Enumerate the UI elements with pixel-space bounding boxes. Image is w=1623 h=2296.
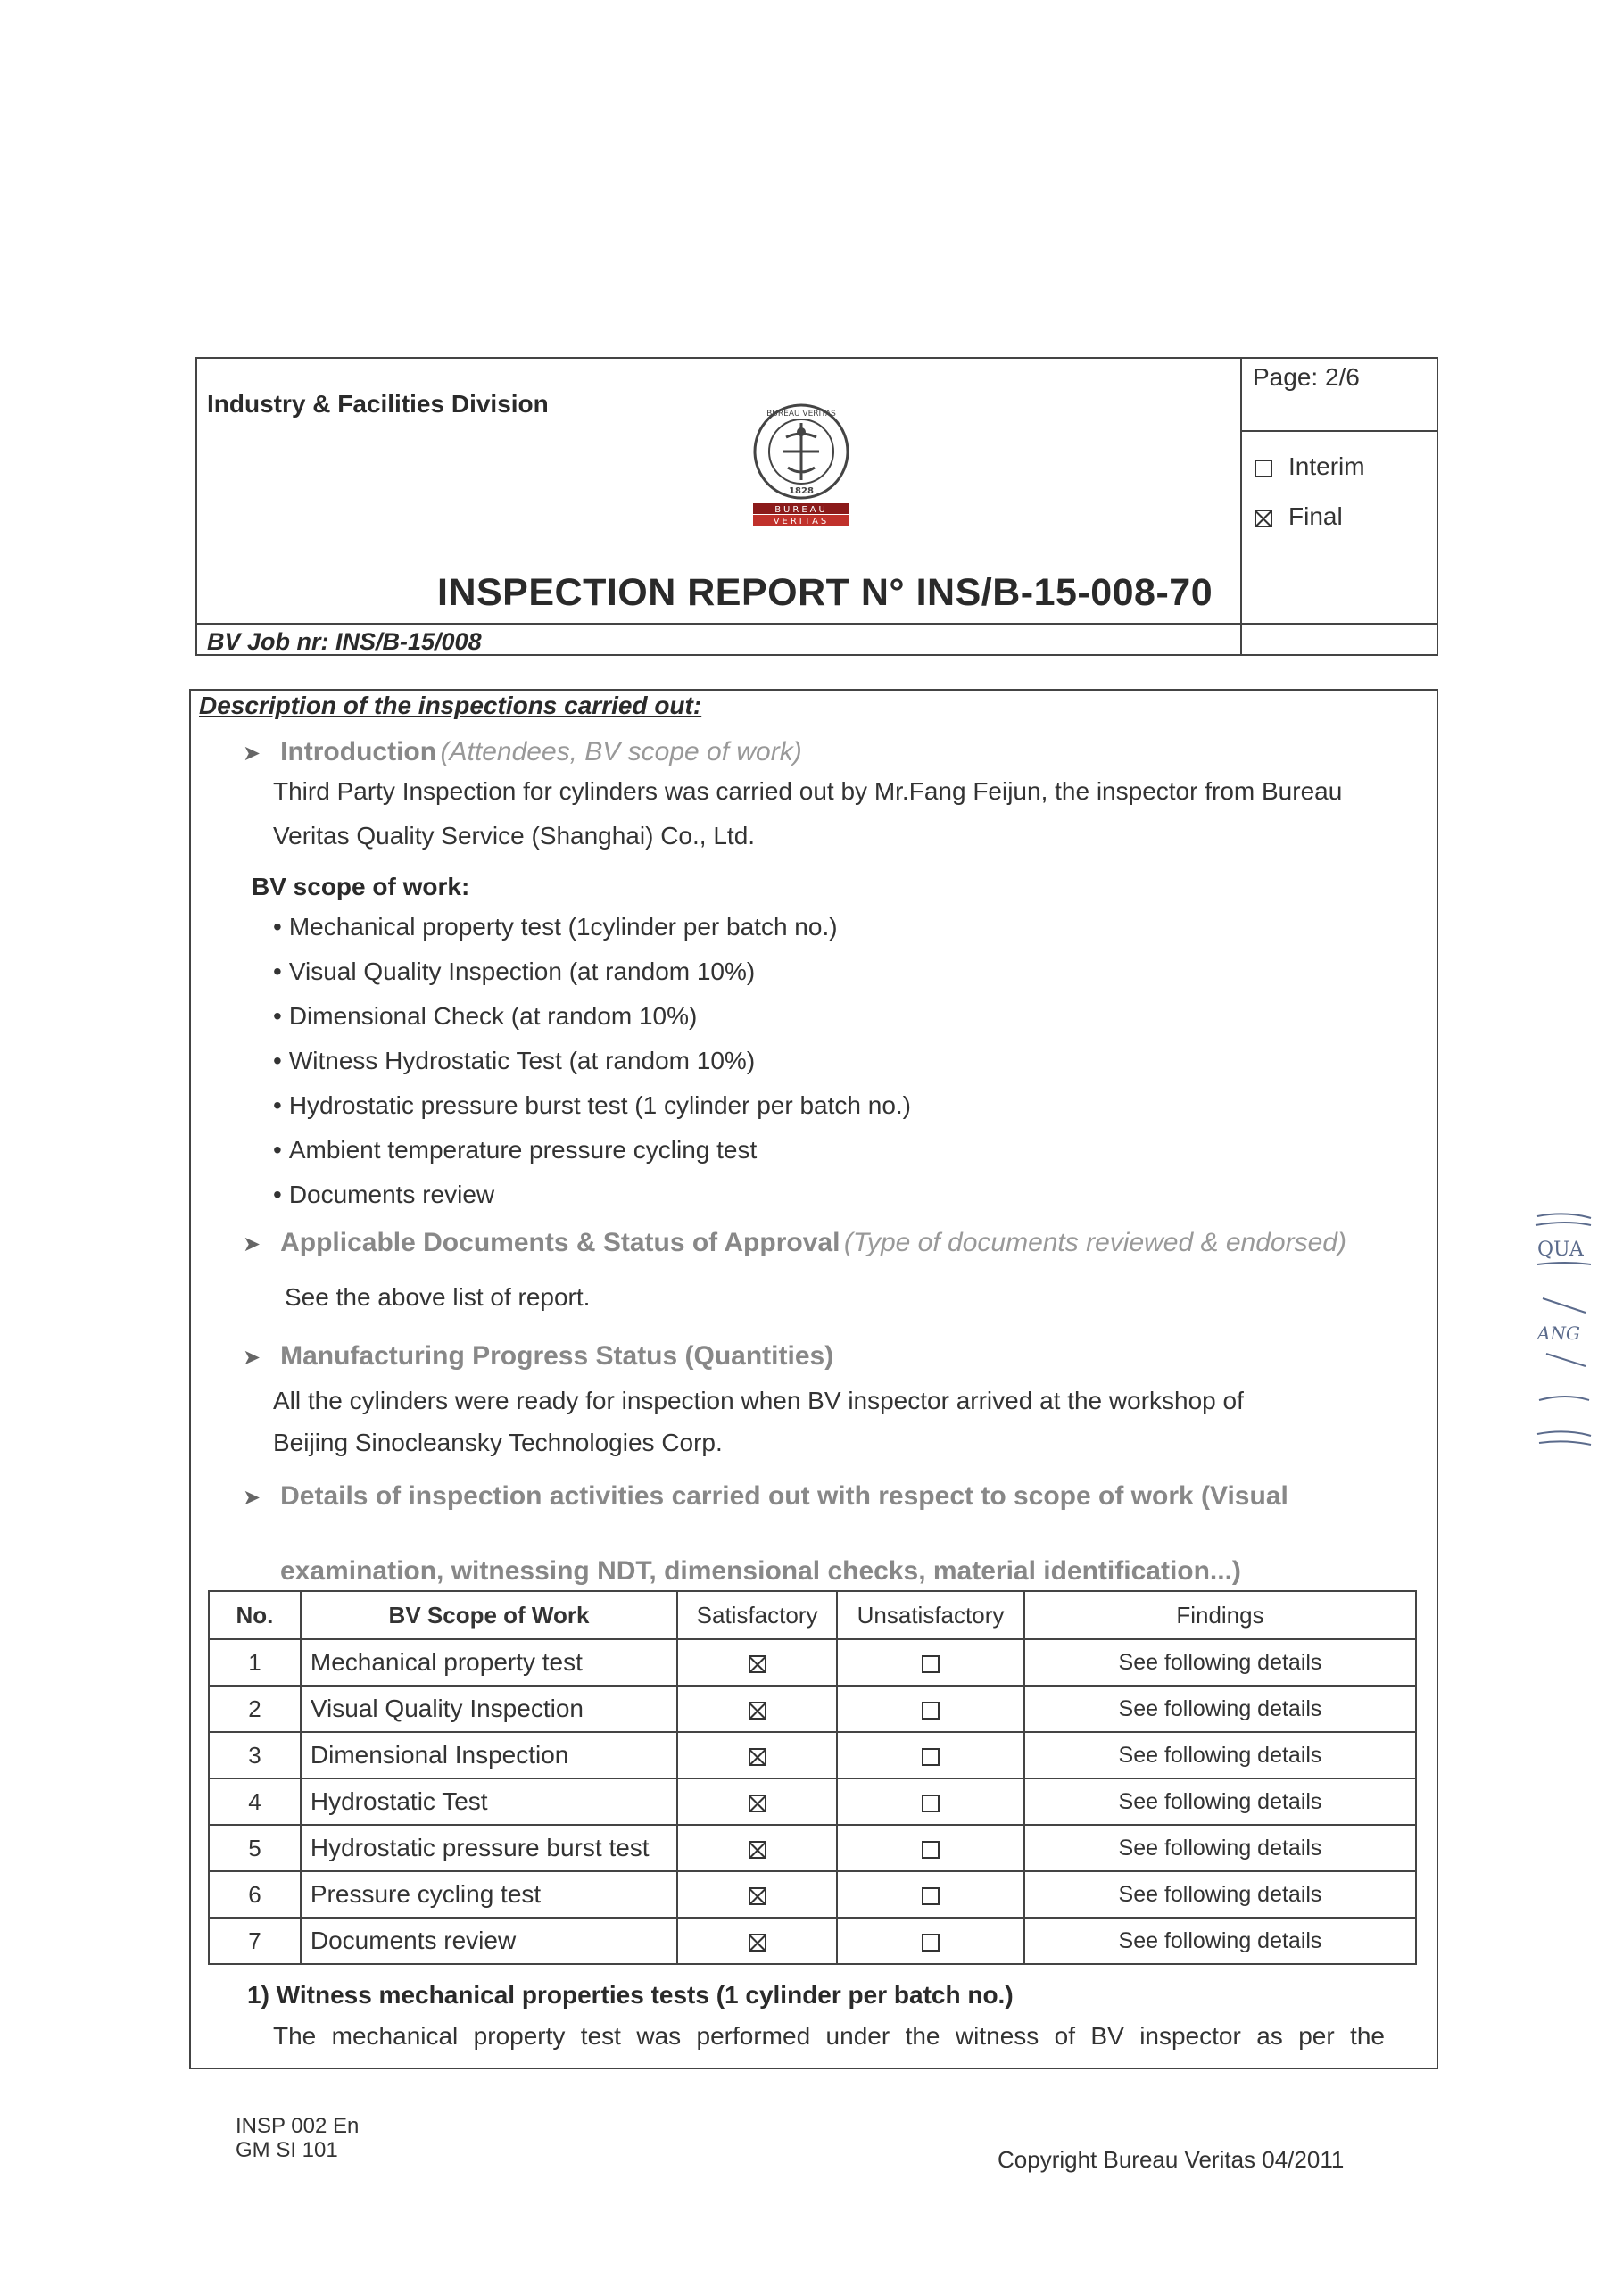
findings: See following details xyxy=(1024,1732,1416,1778)
stamp-text: ANG xyxy=(1537,1322,1580,1344)
scope-of-work: Hydrostatic Test xyxy=(301,1778,677,1825)
table-row xyxy=(209,1686,1416,1732)
logo-text-top: BUREAU xyxy=(774,505,828,515)
findings: See following details xyxy=(1024,1639,1416,1686)
page-number: Page: 2/6 xyxy=(1253,363,1360,391)
list-item: • Dimensional Check (at random 10%) xyxy=(273,994,911,1039)
arrow-bullet-icon: ➤ xyxy=(243,1346,261,1370)
introduction-text xyxy=(273,769,1342,858)
stamp-text: QUA xyxy=(1537,1239,1584,1261)
report-title: INSPECTION REPORT N° INS/B-15-008-70 xyxy=(437,571,1213,614)
findings: See following details xyxy=(1024,1778,1416,1825)
section-head: Introduction xyxy=(280,737,437,767)
table-row xyxy=(209,1639,1416,1686)
divider xyxy=(1240,430,1438,432)
unsatisfactory-empty-icon[interactable] xyxy=(922,1934,940,1952)
witness-text: The mechanical property test was performed under the witness of BV inspector as per the xyxy=(273,2022,1385,2050)
partial-stamp xyxy=(1530,1209,1593,1459)
copyright: Copyright Bureau Veritas 04/2011 xyxy=(998,2146,1345,2173)
section-head: Manufacturing Progress Status (Quantities) xyxy=(280,1341,834,1371)
satisfactory-checked-icon[interactable] xyxy=(749,1934,766,1952)
logo-text-bottom: VERITAS xyxy=(773,517,830,526)
arrow-bullet-icon: ➤ xyxy=(243,1232,261,1256)
table-header-row xyxy=(209,1591,1416,1639)
row-number: 2 xyxy=(209,1686,301,1732)
list-item: • Hydrostatic pressure burst test (1 cylinder per batch no.) xyxy=(273,1083,911,1128)
list-item: • Documents review xyxy=(273,1173,911,1217)
satisfactory-checked-icon[interactable] xyxy=(749,1655,766,1673)
checkbox-empty-icon[interactable] xyxy=(1255,460,1272,477)
findings: See following details xyxy=(1024,1825,1416,1871)
text-line: All the cylinders were ready for inspection when BV inspector arrived at the workshop of xyxy=(273,1387,1244,1414)
arrow-bullet-icon: ➤ xyxy=(243,1486,261,1510)
findings: See following details xyxy=(1024,1871,1416,1918)
list-item: • Ambient temperature pressure cycling test xyxy=(273,1128,911,1173)
option-label: Final xyxy=(1288,502,1343,530)
description-title: Description of the inspections carried out: xyxy=(199,692,702,719)
divider xyxy=(195,623,1243,625)
satisfactory-checked-icon[interactable] xyxy=(749,1748,766,1766)
row-number: 3 xyxy=(209,1732,301,1778)
table-row xyxy=(209,1871,1416,1918)
applicable-heading xyxy=(243,1228,1346,1258)
table-row xyxy=(209,1732,1416,1778)
scope-of-work: Documents review xyxy=(301,1918,677,1964)
table-row xyxy=(209,1825,1416,1871)
row-number: 7 xyxy=(209,1918,301,1964)
scope-title: BV scope of work: xyxy=(252,873,470,900)
text-line: Beijing Sinocleansky Technologies Corp. xyxy=(273,1429,723,1456)
form-code-line: INSP 002 En xyxy=(236,2114,360,2138)
option-final[interactable] xyxy=(1255,502,1343,531)
unsatisfactory-empty-icon[interactable] xyxy=(922,1748,940,1766)
logo-year: 1828 xyxy=(789,486,814,496)
divider xyxy=(1240,623,1438,625)
column-header: Unsatisfactory xyxy=(837,1591,1024,1639)
scope-of-work: Mechanical property test xyxy=(301,1639,677,1686)
unsatisfactory-empty-icon[interactable] xyxy=(922,1795,940,1812)
scope-of-work: Visual Quality Inspection xyxy=(301,1686,677,1732)
logo-ring-text: BUREAU VERITAS xyxy=(766,410,836,419)
scope-of-work: Dimensional Inspection xyxy=(301,1732,677,1778)
satisfactory-checked-icon[interactable] xyxy=(749,1887,766,1905)
section-head: Details of inspection activities carried out with respect to scope of work (Visual xyxy=(280,1481,1288,1511)
arrow-bullet-icon: ➤ xyxy=(243,742,261,766)
text-line: Veritas Quality Service (Shanghai) Co., Ltd. xyxy=(273,822,756,850)
checkbox-checked-icon[interactable] xyxy=(1255,510,1272,527)
unsatisfactory-empty-icon[interactable] xyxy=(922,1887,940,1905)
section-head: Applicable Documents & Status of Approval xyxy=(280,1228,840,1257)
section-head-note: (Attendees, BV scope of work) xyxy=(440,737,802,767)
manufacturing-text xyxy=(273,1380,1244,1463)
findings: See following details xyxy=(1024,1686,1416,1732)
scope-of-work: Pressure cycling test xyxy=(301,1871,677,1918)
findings: See following details xyxy=(1024,1918,1416,1964)
manufacturing-heading xyxy=(243,1341,833,1372)
table-row xyxy=(209,1918,1416,1964)
form-code xyxy=(236,2114,359,2162)
unsatisfactory-empty-icon[interactable] xyxy=(922,1702,940,1720)
column-header: Findings xyxy=(1024,1591,1416,1639)
column-header: BV Scope of Work xyxy=(301,1591,677,1639)
row-number: 5 xyxy=(209,1825,301,1871)
row-number: 6 xyxy=(209,1871,301,1918)
row-number: 4 xyxy=(209,1778,301,1825)
text-line: Third Party Inspection for cylinders was carried out by Mr.Fang Feijun, the inspector from Bureau xyxy=(273,777,1343,805)
section-head-note: (Type of documents reviewed & endorsed) xyxy=(843,1228,1346,1257)
details-heading xyxy=(243,1481,1288,1512)
satisfactory-checked-icon[interactable] xyxy=(749,1702,766,1720)
row-number: 1 xyxy=(209,1639,301,1686)
column-header: Satisfactory xyxy=(677,1591,837,1639)
job-number: BV Job nr: INS/B-15/008 xyxy=(207,628,482,655)
bureau-veritas-logo xyxy=(743,402,859,528)
scope-list xyxy=(273,905,911,1217)
list-item: • Mechanical property test (1cylinder per batch no.) xyxy=(273,905,911,949)
unsatisfactory-empty-icon[interactable] xyxy=(922,1655,940,1673)
option-interim[interactable] xyxy=(1255,452,1365,481)
column-header: No. xyxy=(209,1591,301,1639)
inspection-scope-table xyxy=(208,1590,1417,1965)
applicable-text: See the above list of report. xyxy=(285,1283,591,1311)
introduction-heading xyxy=(243,737,802,767)
unsatisfactory-empty-icon[interactable] xyxy=(922,1841,940,1859)
table-row xyxy=(209,1778,1416,1825)
satisfactory-checked-icon[interactable] xyxy=(749,1841,766,1859)
list-item: • Visual Quality Inspection (at random 10%) xyxy=(273,949,911,994)
satisfactory-checked-icon[interactable] xyxy=(749,1795,766,1812)
scope-of-work: Hydrostatic pressure burst test xyxy=(301,1825,677,1871)
divider xyxy=(1240,357,1242,656)
witness-heading: 1) Witness mechanical properties tests (1 cylinder per batch no.) xyxy=(247,1981,1014,2009)
form-code-line: GM SI 101 xyxy=(236,2138,338,2162)
list-item: • Witness Hydrostatic Test (at random 10%) xyxy=(273,1039,911,1083)
details-heading-line2: examination, witnessing NDT, dimensional checks, material identification...) xyxy=(280,1556,1241,1586)
option-label: Interim xyxy=(1288,452,1365,480)
division-name: Industry & Facilities Division xyxy=(207,390,549,418)
